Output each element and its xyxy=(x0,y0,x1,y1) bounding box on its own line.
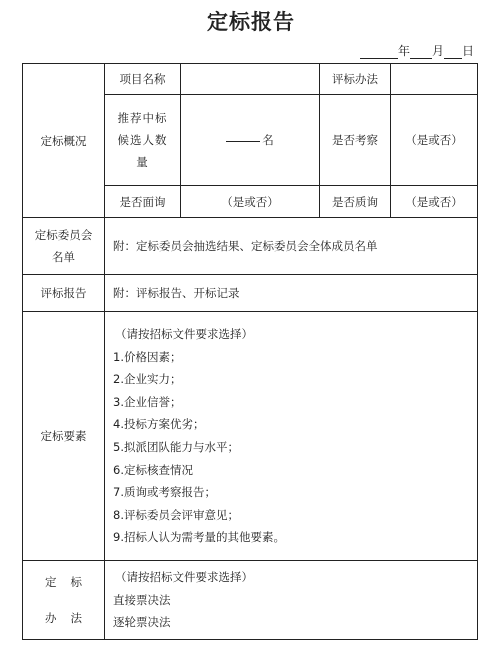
questioned-label: 是否质询 xyxy=(320,186,391,218)
factor-item: 3.企业信誉； xyxy=(113,394,182,409)
factors-label: 定标要素 xyxy=(23,312,105,561)
candidates-label xyxy=(105,95,181,186)
date-line xyxy=(360,42,474,59)
day-blank[interactable] xyxy=(444,46,462,59)
factor-item: 1.价格因素； xyxy=(113,349,182,364)
method-label-line: 办法 xyxy=(45,611,96,625)
committee-row xyxy=(23,218,478,275)
factor-item: 6.定标核查情况 xyxy=(113,462,193,477)
eval-report-label: 评标报告 xyxy=(23,275,105,312)
year-label: 年 xyxy=(397,44,410,58)
report-table xyxy=(22,63,478,640)
eval-report-content[interactable]: 附：评标报告、开标记录 xyxy=(105,275,478,312)
factor-item: 2.企业实力； xyxy=(113,372,182,387)
method-content[interactable] xyxy=(105,561,478,640)
method-option: 直接票决法 xyxy=(113,592,171,607)
committee-label xyxy=(23,218,105,275)
month-blank[interactable] xyxy=(410,46,432,59)
candidates-label-line: 量 xyxy=(136,155,149,169)
inspected-field[interactable]: （是或否） xyxy=(391,95,478,186)
committee-label-line: 定标委员会 xyxy=(34,228,93,242)
project-name-field[interactable] xyxy=(181,64,320,95)
factors-row xyxy=(23,312,478,561)
document-title: 定标报告 xyxy=(207,10,295,34)
candidates-count-field[interactable] xyxy=(181,95,320,186)
method-option: 逐轮票决法 xyxy=(113,615,171,630)
questioned-field[interactable]: （是或否） xyxy=(391,186,478,218)
eval-method-field[interactable] xyxy=(391,64,478,95)
candidates-label-line: 候选人数 xyxy=(117,133,168,147)
committee-label-line: 名单 xyxy=(52,250,75,264)
method-row xyxy=(23,561,478,640)
eval-report-row xyxy=(23,275,478,312)
factor-item: 5.拟派团队能力与水平； xyxy=(113,440,239,454)
factor-item: 9.招标人认为需考量的其他要素。 xyxy=(113,530,285,545)
overview-row-1 xyxy=(23,64,478,95)
factor-item: 4.投标方案优劣； xyxy=(113,417,205,432)
committee-content[interactable]: 附：定标委员会抽选结果、定标委员会全体成员名单 xyxy=(105,218,478,275)
project-name-label: 项目名称 xyxy=(105,64,181,95)
method-label-line: 定标 xyxy=(45,575,96,589)
eval-method-label: 评标办法 xyxy=(320,64,391,95)
method-intro: （请按招标文件要求选择） xyxy=(115,570,253,585)
factors-intro: （请按招标文件要求选择） xyxy=(115,327,253,342)
inspected-label: 是否考察 xyxy=(320,95,391,186)
candidates-label-line: 推荐中标 xyxy=(117,111,168,125)
factor-item: 7.质询或考察报告； xyxy=(113,485,216,500)
method-label xyxy=(23,561,105,640)
month-label: 月 xyxy=(431,44,444,58)
overview-section-label: 定标概况 xyxy=(23,64,105,218)
factor-item: 8.评标委员会评审意见； xyxy=(113,507,239,522)
candidates-count-blank[interactable] xyxy=(226,141,260,142)
day-label: 日 xyxy=(461,44,474,58)
interviewed-field[interactable]: （是或否） xyxy=(181,186,320,218)
factors-content[interactable] xyxy=(105,312,478,561)
candidates-unit: 名 xyxy=(262,133,274,147)
interviewed-label: 是否面询 xyxy=(105,186,181,218)
year-blank[interactable] xyxy=(360,46,398,59)
